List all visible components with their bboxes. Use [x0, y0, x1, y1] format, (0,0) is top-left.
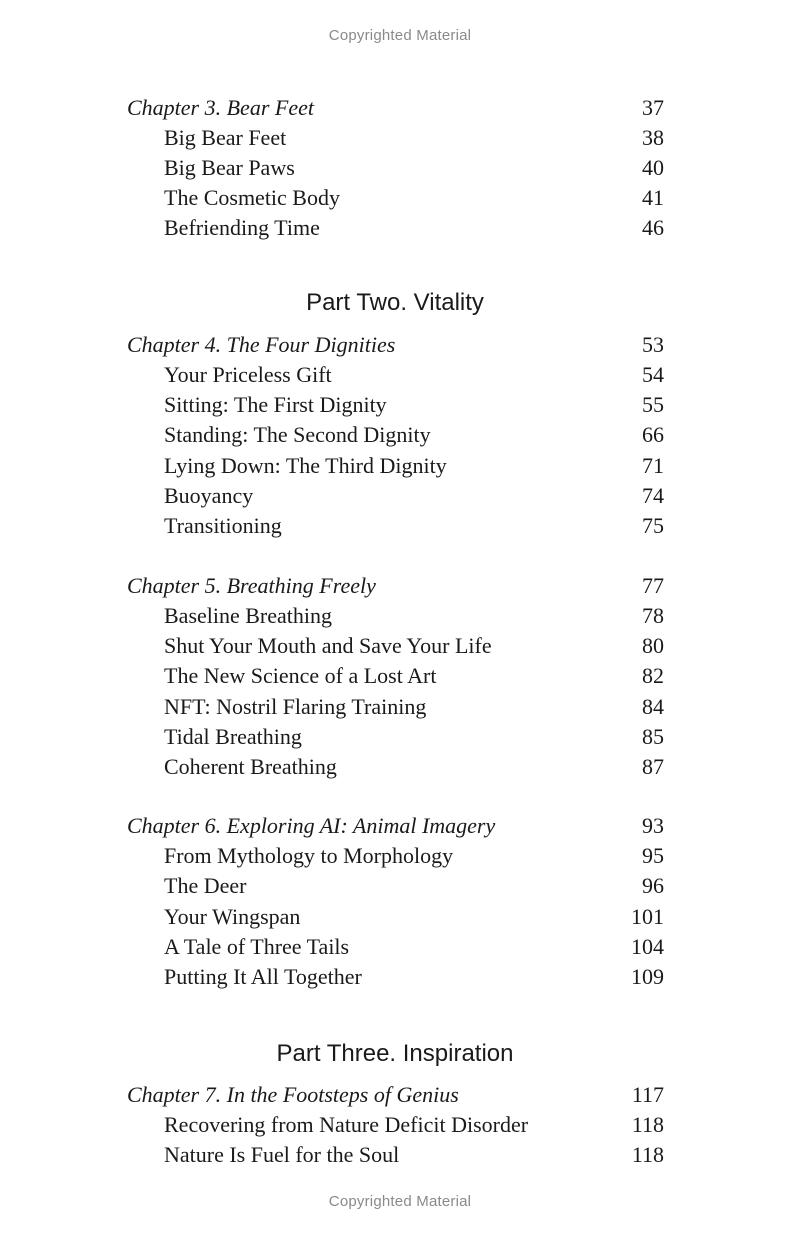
- toc-title: Putting It All Together: [164, 964, 362, 989]
- toc-entry[interactable]: [127, 513, 664, 543]
- toc-page: 71: [642, 453, 664, 478]
- toc-page: 53: [642, 332, 664, 357]
- toc-entry[interactable]: [127, 155, 664, 185]
- toc-page: 118: [631, 1142, 664, 1167]
- toc-title: Buoyancy: [164, 483, 254, 508]
- toc-page: 77: [642, 573, 664, 598]
- toc-title: Chapter 5. Breathing Freely: [127, 573, 376, 598]
- toc-title: Your Wingspan: [164, 904, 301, 929]
- toc-title: From Mythology to Morphology: [164, 843, 454, 868]
- toc-entry[interactable]: [127, 1112, 664, 1142]
- toc-page: 85: [642, 724, 664, 749]
- toc-page: 46: [642, 215, 664, 240]
- toc-title: Nature Is Fuel for the Soul: [164, 1142, 400, 1167]
- toc-entry[interactable]: [127, 843, 664, 873]
- toc-chapter-7[interactable]: [127, 1082, 664, 1112]
- toc-title: A Tale of Three Tails: [164, 934, 350, 959]
- toc-page: 93: [642, 813, 664, 838]
- toc-entry[interactable]: [127, 754, 664, 784]
- toc-entry[interactable]: [127, 453, 664, 483]
- toc-page: 109: [631, 964, 664, 989]
- toc-title: Tidal Breathing: [164, 724, 302, 749]
- toc-chapter-4[interactable]: [127, 332, 664, 362]
- toc-chapter-3[interactable]: [127, 95, 664, 125]
- toc-entry[interactable]: [127, 185, 664, 215]
- toc-entry[interactable]: [127, 1142, 664, 1172]
- toc-page: 80: [642, 633, 664, 658]
- toc-page: 55: [642, 392, 664, 417]
- toc-entry[interactable]: [127, 724, 664, 754]
- toc-title: The Deer: [164, 873, 247, 898]
- toc-page: 41: [642, 185, 664, 210]
- toc-title: Chapter 6. Exploring AI: Animal Imagery: [127, 813, 496, 838]
- toc-page: 84: [642, 694, 664, 719]
- toc-entry[interactable]: [127, 663, 664, 693]
- toc-page: 82: [642, 663, 664, 688]
- copyright-watermark-bottom: Copyrighted Material: [328, 1193, 472, 1210]
- toc-title: Shut Your Mouth and Save Your Life: [164, 633, 492, 658]
- toc-title: NFT: Nostril Flaring Training: [164, 694, 427, 719]
- part-heading: Part Two. Vitality: [306, 289, 484, 316]
- toc-page: 37: [642, 95, 664, 120]
- toc-page: 40: [642, 155, 664, 180]
- toc-title: Coherent Breathing: [164, 754, 337, 779]
- toc-title: Standing: The Second Dignity: [164, 422, 431, 447]
- toc-page: 54: [642, 362, 664, 387]
- toc-page: 87: [642, 754, 664, 779]
- toc-title: Baseline Breathing: [164, 603, 333, 628]
- toc-entry[interactable]: [127, 362, 664, 392]
- toc-entry[interactable]: [127, 483, 664, 513]
- toc-entry[interactable]: [127, 904, 664, 934]
- toc-title: Big Bear Paws: [164, 155, 295, 180]
- toc-entry[interactable]: [127, 603, 664, 633]
- toc-page: 104: [631, 934, 664, 959]
- toc-title: Recovering from Nature Deficit Disorder: [164, 1112, 529, 1137]
- toc-page: 101: [631, 904, 664, 929]
- toc-title: Big Bear Feet: [164, 125, 287, 150]
- toc-entry[interactable]: [127, 694, 664, 724]
- toc-title: Chapter 3. Bear Feet: [127, 95, 314, 120]
- toc-title: Lying Down: The Third Dignity: [164, 453, 447, 478]
- toc-title: Sitting: The First Dignity: [164, 392, 387, 417]
- toc-page: 78: [642, 603, 664, 628]
- toc-title: The Cosmetic Body: [164, 185, 340, 210]
- part-heading: Part Three. Inspiration: [276, 1040, 514, 1067]
- toc-entry[interactable]: [127, 392, 664, 422]
- toc-entry[interactable]: [127, 422, 664, 452]
- toc-page: 74: [642, 483, 664, 508]
- toc-entry[interactable]: [127, 934, 664, 964]
- toc-entry[interactable]: [127, 873, 664, 903]
- toc-page: 118: [631, 1112, 664, 1137]
- toc-page: 96: [642, 873, 664, 898]
- toc-chapter-6[interactable]: [127, 813, 664, 843]
- toc-title: Chapter 4. The Four Dignities: [127, 332, 396, 357]
- copyright-watermark-top: Copyrighted Material: [328, 27, 472, 44]
- toc-page: 95: [642, 843, 664, 868]
- toc-page: 75: [642, 513, 664, 538]
- toc-entry[interactable]: [127, 633, 664, 663]
- toc-chapter-5[interactable]: [127, 573, 664, 603]
- toc-title: The New Science of a Lost Art: [164, 663, 437, 688]
- toc-page: 66: [642, 422, 664, 447]
- toc-entry[interactable]: [127, 215, 664, 245]
- toc-page: 38: [642, 125, 664, 150]
- toc-title: Chapter 7. In the Footsteps of Genius: [127, 1082, 459, 1107]
- toc-title: Befriending Time: [164, 215, 320, 240]
- toc-entry[interactable]: [127, 964, 664, 994]
- toc-entry[interactable]: [127, 125, 664, 155]
- toc-page: 117: [631, 1082, 664, 1107]
- toc-title: Your Priceless Gift: [164, 362, 332, 387]
- toc-title: Transitioning: [164, 513, 282, 538]
